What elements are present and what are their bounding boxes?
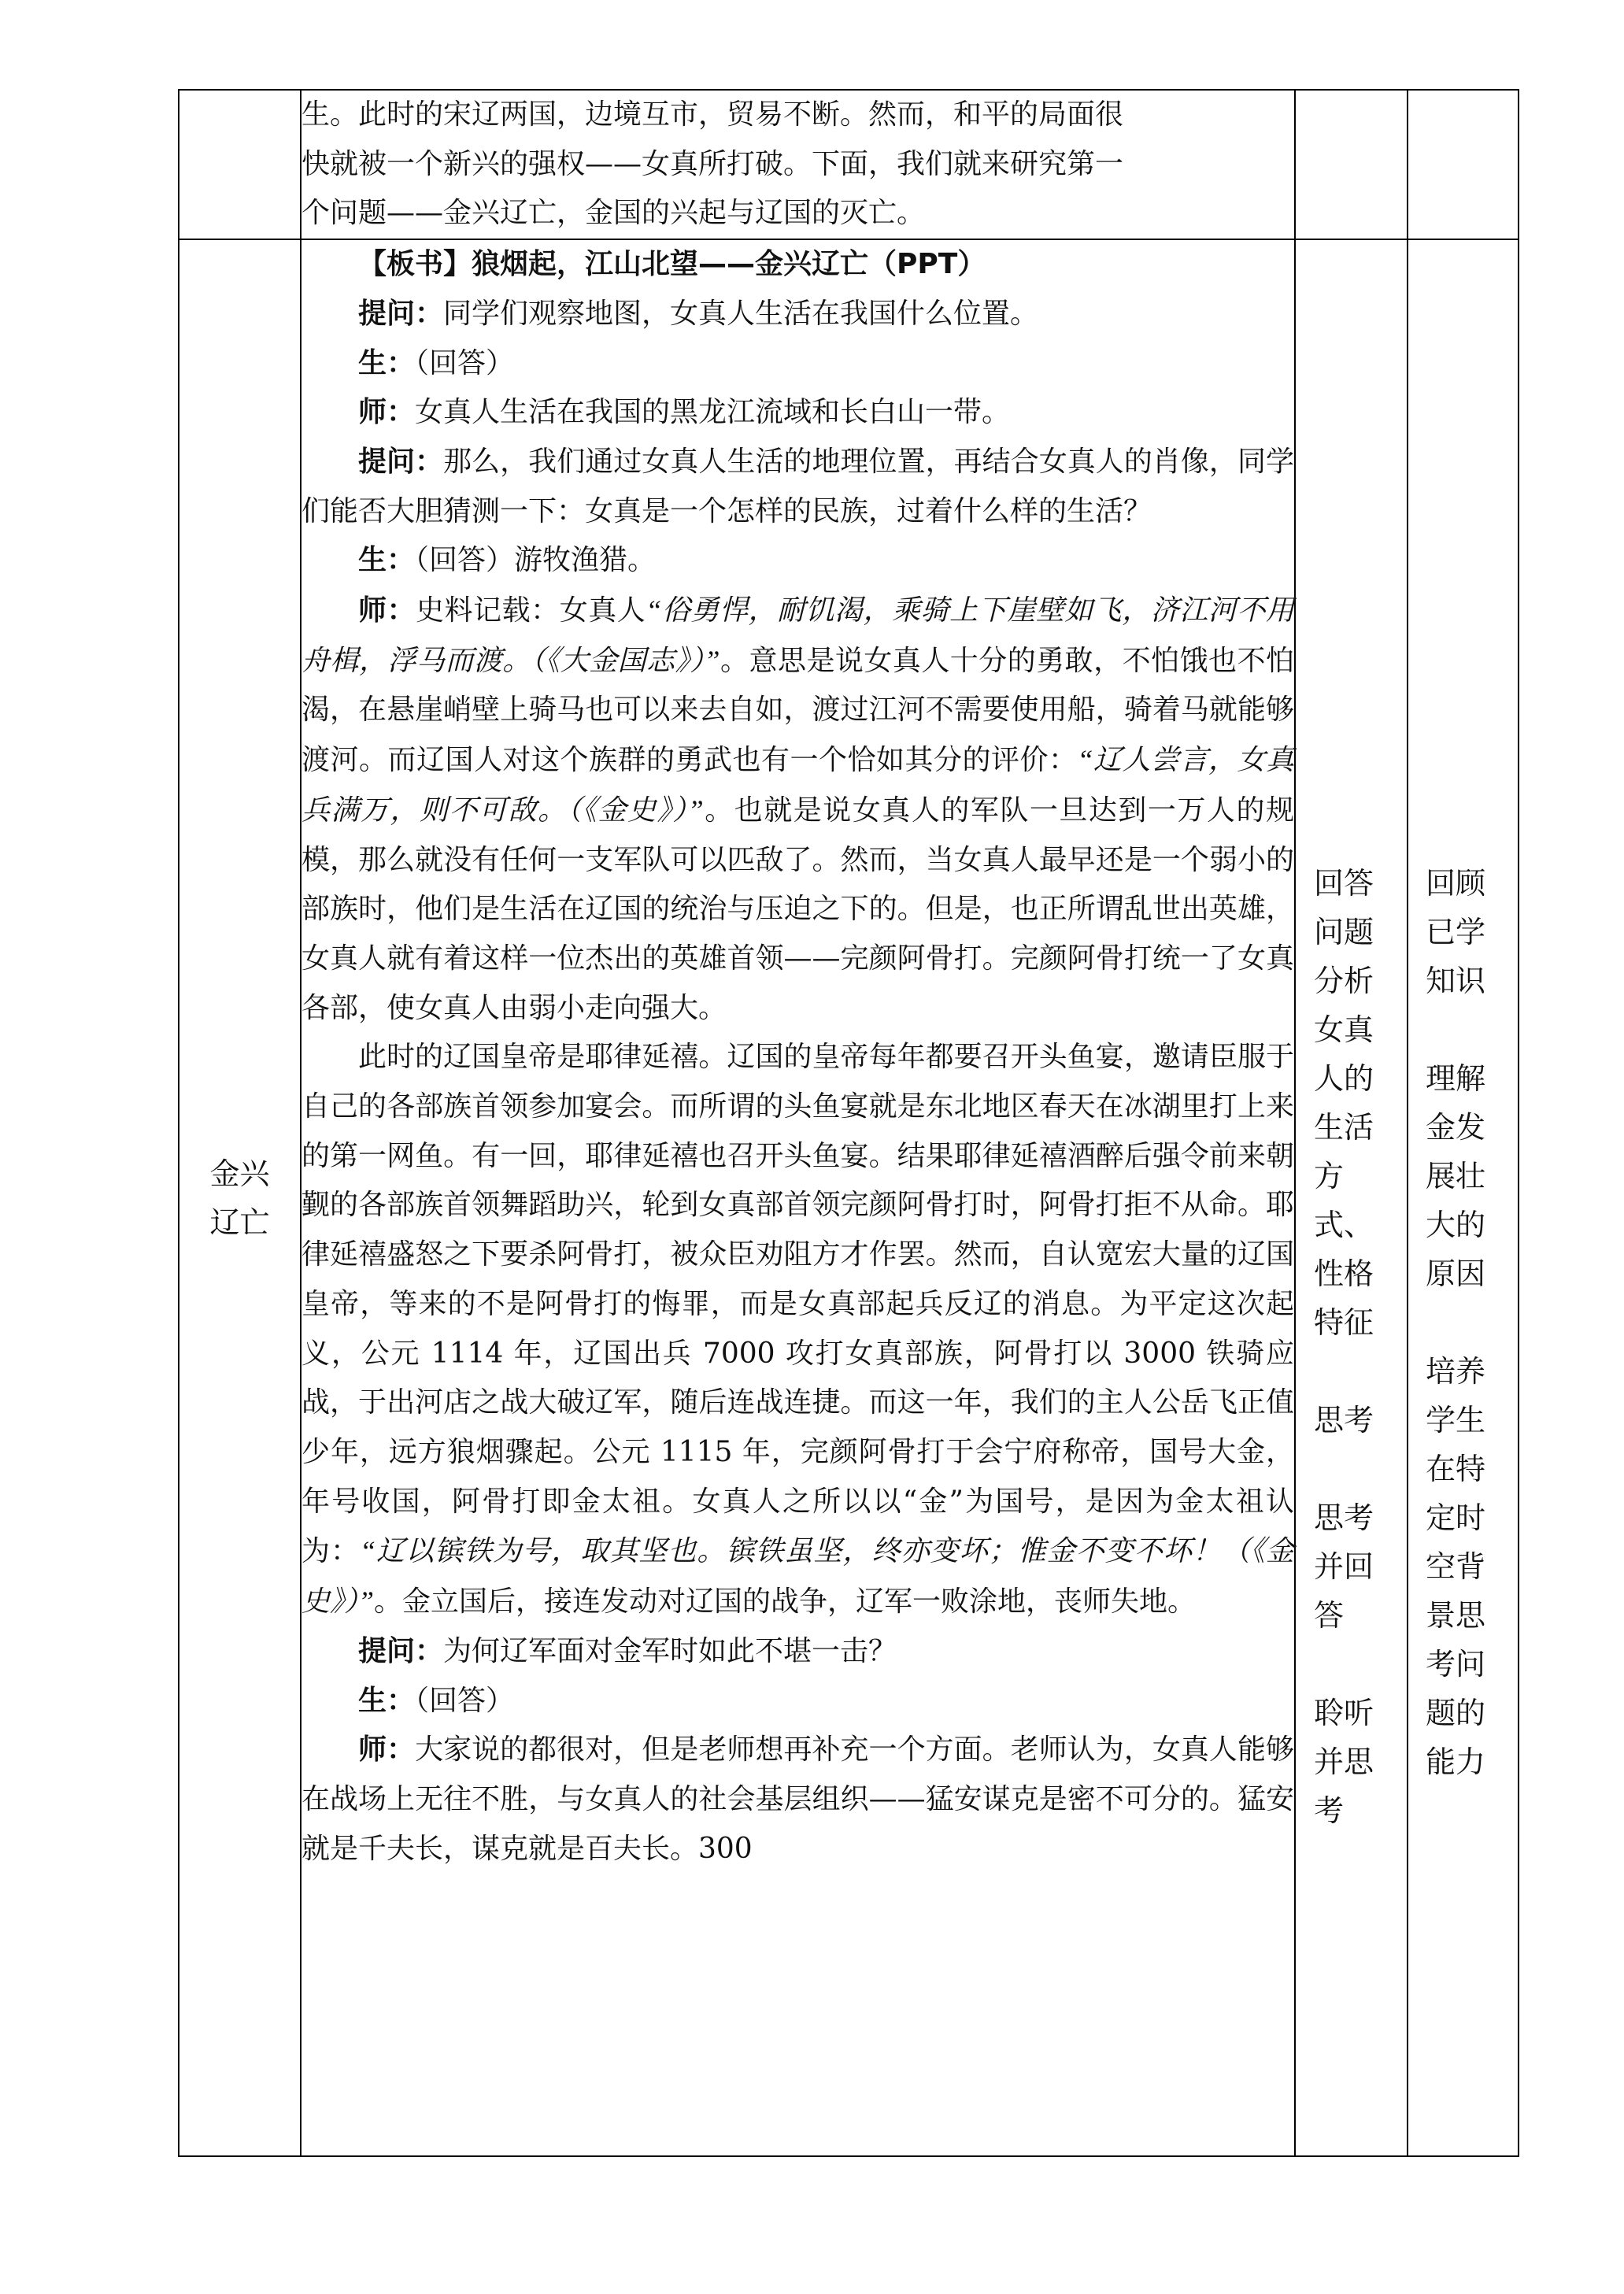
intent-line: 已学	[1426, 915, 1486, 950]
paragraph-text: （回答）	[415, 346, 515, 379]
intent-line: 知识	[1426, 964, 1486, 999]
speaker-tag: 师：	[358, 396, 416, 429]
student-activity-cell-empty	[1295, 90, 1408, 239]
activity-line: 人的	[1314, 1061, 1374, 1097]
paragraph-text: 为何辽军面对金军时如此不堪一击？	[443, 1634, 897, 1667]
paragraph-text: 女真人生活在我国的黑龙江流域和长白山一带。	[415, 396, 1011, 429]
content-line: 生。此时的宋辽两国，边境互市，贸易不断。然而，和平的局面很	[301, 98, 1124, 131]
student-paragraph	[301, 1677, 1294, 1726]
table-row	[179, 90, 1519, 239]
intent-line: 考问	[1426, 1647, 1486, 1682]
paragraph-text: 同学们观察地图，女真人生活在我国什么位置。	[443, 297, 1039, 330]
student-paragraph	[301, 339, 1294, 389]
intent-line: 展壮	[1426, 1159, 1486, 1194]
historical-quote: “辽人尝言，女真兵满万，则不可敌。（《金史》）”	[301, 744, 1294, 826]
student-paragraph	[301, 536, 1294, 586]
intent-line: 理解	[1426, 1061, 1486, 1097]
table-row	[179, 239, 1519, 2156]
activity-line: 特征	[1314, 1305, 1374, 1341]
speaker-tag: 师：	[358, 594, 416, 627]
narrative-paragraph	[301, 1033, 1294, 1626]
design-intent-cell	[1408, 239, 1519, 2156]
stage-label-cell-empty	[179, 90, 301, 239]
board-heading	[301, 240, 1294, 290]
historical-quote: “俗勇悍，耐饥渴，乘骑上下崖壁如飞，济江河不用舟楫，浮马而渡。（《大金国志》）”	[301, 594, 1294, 676]
intent-line: 学生	[1426, 1403, 1486, 1438]
paragraph-text: 史料记载：女真人	[416, 594, 646, 627]
paragraph-text: （回答）	[415, 1684, 515, 1717]
paragraph-text: 大家说的都很对，但是老师想再补充一个方面。老师认为，女真人能够在战场上无往不胜，与女真人的社会基层组织——猛安谋克是密不可分的。猛安就是千夫长，谋克就是百夫长。300	[301, 1733, 1294, 1865]
speaker-tag: 提问：	[358, 297, 444, 330]
activity-line: 思考	[1314, 1500, 1374, 1536]
student-activity-cell	[1295, 239, 1408, 2156]
intent-line: 定时	[1426, 1500, 1486, 1536]
board-title: 狼烟起，江山北望——金兴辽亡（PPT）	[472, 248, 986, 281]
paragraph-text: （回答）游牧渔猎。	[415, 544, 657, 577]
speaker-tag: 生：	[358, 1684, 416, 1717]
intent-line: 原因	[1426, 1256, 1486, 1292]
activity-line: 考	[1314, 1793, 1345, 1829]
design-intent-cell-empty	[1408, 90, 1519, 239]
activity-line: 思考	[1314, 1403, 1374, 1438]
activity-line: 方	[1314, 1159, 1345, 1194]
speaker-tag: 提问：	[358, 1634, 444, 1667]
board-tag: 【板书】	[358, 248, 472, 281]
content-line: 个问题——金兴辽亡，金国的兴起与辽国的灭亡。	[301, 197, 926, 230]
paragraph-text: 。意思是说女真人十分的勇敢，不怕饿也不怕渴，在悬崖峭壁上骑马也可以来去自如，渡过江河不需要使用船，骑着马就能够渡河。而辽国人对这个族群的勇武也有一个恰如其分的评价：	[301, 644, 1294, 777]
lesson-plan-table	[178, 89, 1519, 2157]
paragraph-text: 那么，我们通过女真人生活的地理位置，再结合女真人的肖像，同学们能否大胆猜测一下：女真是一个怎样的民族，过着什么样的生活？	[301, 445, 1294, 527]
question-paragraph	[301, 1627, 1294, 1677]
intent-line: 在特	[1426, 1452, 1486, 1487]
question-paragraph	[301, 290, 1294, 339]
intent-line: 培养	[1426, 1354, 1486, 1389]
intent-line: 能力	[1426, 1745, 1486, 1780]
teacher-paragraph	[301, 1726, 1294, 1874]
question-paragraph	[301, 438, 1294, 536]
activity-line: 性格	[1314, 1256, 1374, 1292]
paragraph-text: 此时的辽国皇帝是耶律延禧。辽国的皇帝每年都要召开头鱼宴，邀请臣服于自己的各部族首领参加宴会。而所谓的头鱼宴就是东北地区春天在冰湖里打上来的第一网鱼。有一回，耶律延禧也召开头鱼宴。结果耶律延禧酒醉后强令前来朝觐的各部族首领舞蹈助兴，轮到女真部首领完颜阿骨打时，阿骨打拒不从命。耶律延禧盛怒之下要杀阿骨打，被众臣劝阻方才作罢。然而，自认宽宏大量的辽国皇帝，等来的不是阿骨打的悔罪，而是女真部起兵反辽的消息。为平定这次起义，公元 1114 年，辽国出兵 7000 攻打女真部族，阿骨打以 3000 铁骑应战，于出河店之战大破辽军，随后连战连捷。而这一年，我们的主人公岳飞正值少年，远方狼烟骤起。公元 1115 年，完颜阿骨打于会宁府称帝，国号大金，年号收国，阿骨打即金太祖。女真人之所以以“金”为国号，是因为金太祖认为：	[301, 1041, 1294, 1568]
intent-line: 大的	[1426, 1208, 1486, 1243]
activity-line: 并思	[1314, 1745, 1374, 1780]
speaker-tag: 生：	[358, 346, 416, 379]
activity-line: 回答	[1314, 866, 1374, 901]
intent-line: 题的	[1426, 1696, 1486, 1731]
content-line: 快就被一个新兴的强权——女真所打破。下面，我们就来研究第一	[301, 147, 1124, 180]
speaker-tag: 提问：	[358, 445, 444, 478]
activity-line: 问题	[1314, 915, 1374, 950]
activity-line: 女真	[1314, 1012, 1374, 1048]
teacher-paragraph	[301, 586, 1294, 1033]
paragraph-text: 。金立国后，接连发动对辽国的战争，辽军一败涂地，丧师失地。	[374, 1585, 1197, 1619]
historical-quote: “辽以镔铁为号，取其坚也。镔铁虽坚，终亦变坏；惟金不变不坏！（《金史》）”	[301, 1535, 1294, 1618]
intent-line: 回顾	[1426, 866, 1486, 901]
activity-line: 生活	[1314, 1110, 1374, 1145]
stage-label-line: 金兴	[209, 1156, 270, 1191]
activity-line: 答	[1314, 1598, 1345, 1634]
stage-label-line: 辽亡	[209, 1204, 270, 1240]
teaching-content-cell	[301, 90, 1295, 239]
stage-label-cell	[179, 239, 301, 2156]
speaker-tag: 师：	[358, 1733, 416, 1767]
teaching-content-cell	[301, 239, 1295, 2156]
intent-line: 金发	[1426, 1110, 1486, 1145]
intent-line: 空背	[1426, 1549, 1486, 1585]
paragraph-text: 。也就是说女真人的军队一旦达到一万人的规模，那么就没有任何一支军队可以匹敌了。然而，当女真人最早还是一个弱小的部族时，他们是生活在辽国的统治与压迫之下的。但是，也正所谓乱世出英雄，女真人就有着这样一位杰出的英雄首领——完颜阿骨打。完颜阿骨打统一了女真各部，使女真人由弱小走向强大。	[301, 794, 1294, 1024]
intent-line: 景思	[1426, 1598, 1486, 1634]
activity-line: 分析	[1314, 964, 1374, 999]
speaker-tag: 生：	[358, 544, 416, 577]
activity-line: 聆听	[1314, 1696, 1374, 1731]
teacher-paragraph	[301, 388, 1294, 438]
activity-line: 并回	[1314, 1549, 1374, 1585]
activity-line: 式、	[1314, 1208, 1374, 1243]
